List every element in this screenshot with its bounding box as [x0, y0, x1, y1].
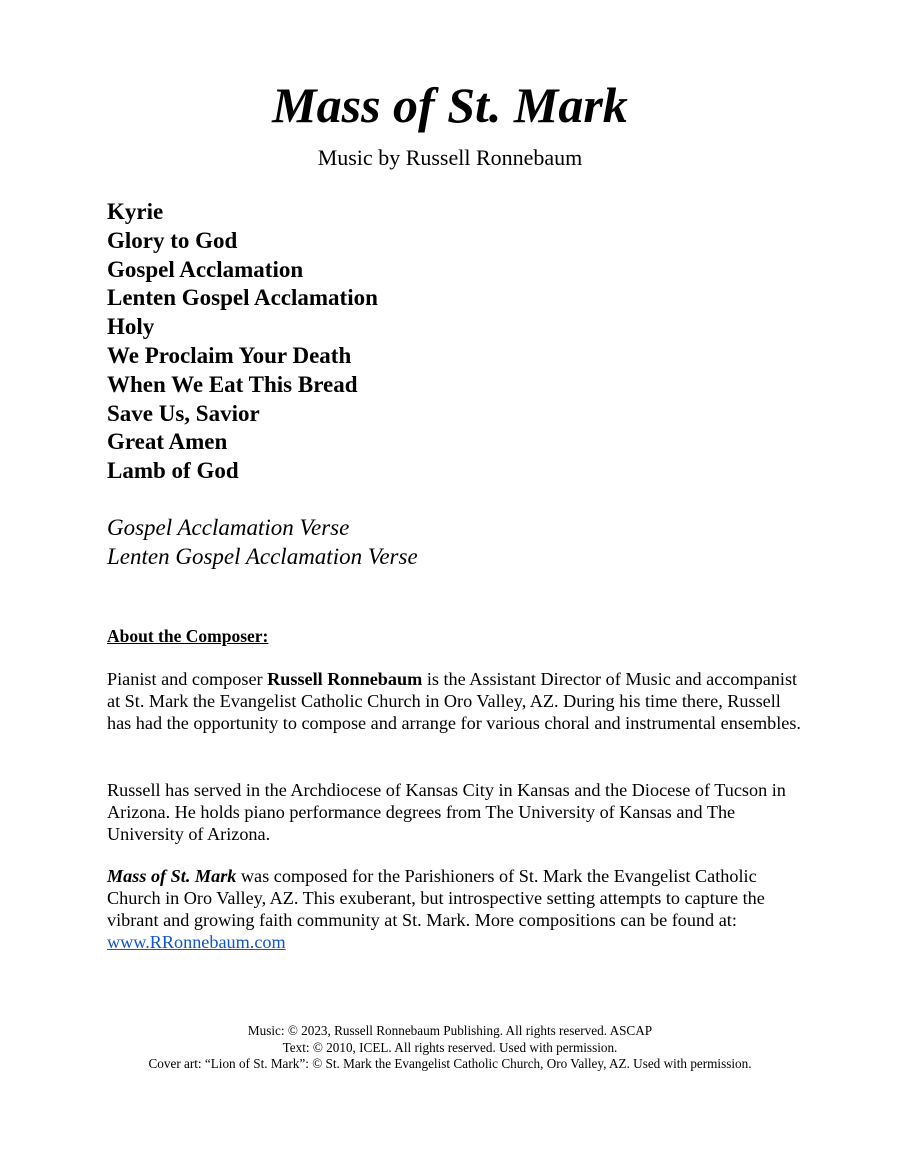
website-link[interactable]: www.RRonnebaum.com — [107, 932, 286, 952]
list-item: Lamb of God — [107, 458, 239, 484]
list-item: Kyrie — [107, 199, 164, 224]
list-item: Lenten Gospel Acclamation Verse — [107, 543, 418, 569]
list-item: We Proclaim Your Death — [107, 342, 352, 368]
about-paragraph-2: Russell has served in the Archdiocese of Kansas City in Kansas and the Diocese of Tucson in Arizona. He holds piano performance degrees from The University of Kansas and The University of Arizona. — [107, 780, 786, 844]
list-item: Gospel Acclamation Verse — [107, 515, 350, 540]
mass-title: Mass of St. Mark — [107, 866, 237, 886]
list-item: Holy — [107, 314, 155, 340]
list-item: Glory to God — [107, 227, 238, 253]
paragraph-text: is the Assistant Director of Music and accompanist at St. Mark the Evangelist Catholic Church in Oro Valley, AZ. During his time there, Russell has had the opportunity to compose and arrange for various choral and instrumental ensembles. — [107, 669, 801, 733]
about-paragraph-3 — [107, 865, 807, 953]
paragraph-text: was composed for the Parishioners of St. Mark the Evangelist Catholic Church in Oro Valley, AZ. This exuberant, but introspective setting attempts to capture the vibrant and growing faith community at St. Mark. More compositions can be found at: — [107, 866, 765, 930]
verse-list — [107, 514, 418, 571]
page-subtitle: Music by Russell Ronnebaum — [317, 145, 583, 170]
about-heading: About the Composer: — [107, 626, 269, 646]
footer-line: Music: © 2023, Russell Ronnebaum Publishing. All rights reserved. ASCAP — [247, 1023, 653, 1038]
footer-line: Text: © 2010, ICEL. All rights reserved. Used with permission. — [282, 1039, 618, 1055]
copyright-footer — [0, 1023, 900, 1073]
composer-name: Russell Ronnebaum — [267, 669, 423, 689]
list-item: Save Us, Savior — [107, 400, 260, 426]
list-item: When We Eat This Bread — [107, 371, 358, 397]
list-item: Great Amen — [107, 429, 228, 455]
list-item: Lenten Gospel Acclamation — [107, 285, 378, 311]
list-item: Gospel Acclamation — [107, 256, 304, 282]
about-paragraph-1 — [107, 668, 807, 734]
footer-line: Cover art: “Lion of St. Mark”: © St. Mark the Evangelist Catholic Church, Oro Valley, AZ. Used with permission. — [148, 1056, 752, 1071]
movement-list — [107, 198, 378, 486]
page-title: Mass of St. Mark — [272, 77, 628, 133]
paragraph-text: Pianist and composer — [107, 669, 268, 689]
